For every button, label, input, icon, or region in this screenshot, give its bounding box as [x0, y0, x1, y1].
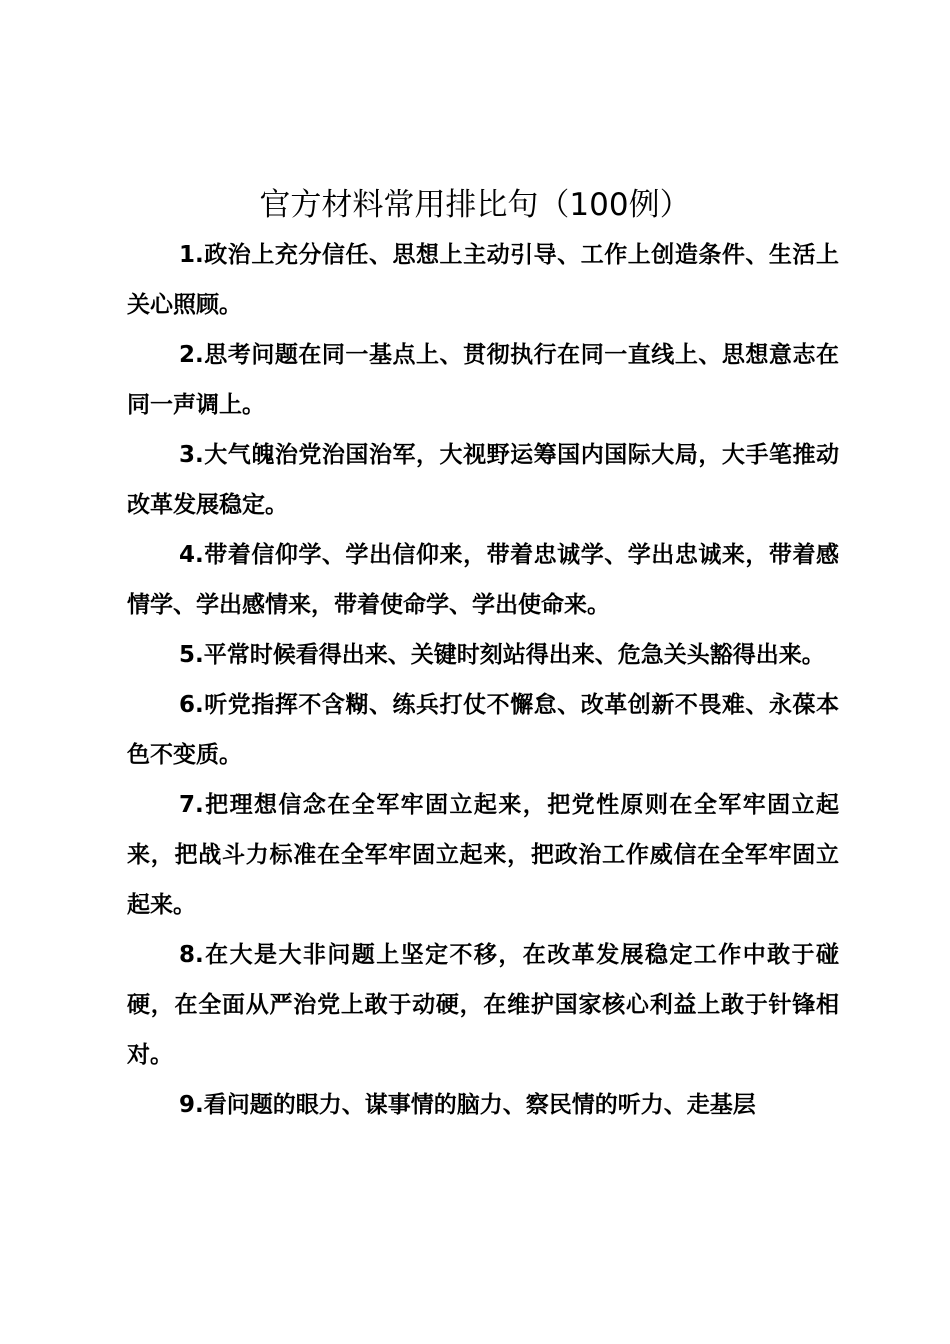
paragraph-2: 2.思考问题在同一基点上、贯彻执行在同一直线上、思想意志在同一声调上。 — [127, 342, 839, 418]
paragraph-4: 4.带着信仰学、学出信仰来，带着忠诚学、学出忠诚来，带着感情学、学出感情来，带着使命学、学出使命来。 — [127, 542, 839, 618]
paragraph-3: 3.大气魄治党治国治军，大视野运筹国内国际大局，大手笔推动改革发展稳定。 — [127, 442, 839, 518]
paragraph-6: 6.听党指挥不含糊、练兵打仗不懈怠、改革创新不畏难、永葆本色不变质。 — [127, 692, 839, 768]
paragraph-7: 7.把理想信念在全军牢固立起来，把党性原则在全军牢固立起来，把战斗力标准在全军牢固立起来，把政治工作威信在全军牢固立起来。 — [127, 792, 839, 918]
paragraph-5: 5.平常时候看得出来、关键时刻站得出来、危急关头豁得出来。 — [179, 642, 825, 668]
document-body — [127, 230, 839, 1130]
paragraph-8: 8.在大是大非问题上坚定不移，在改革发展稳定工作中敢于碰硬，在全面从严治党上敢于动硬，在维护国家核心利益上敢于针锋相对。 — [127, 942, 839, 1068]
document-title: 官方材料常用排比句（100例） — [259, 187, 691, 223]
paragraph-1: 1.政治上充分信任、思想上主动引导、工作上创造条件、生活上关心照顾。 — [127, 242, 839, 318]
paragraph-9: 9.看问题的眼力、谋事情的脑力、察民情的听力、走基层 — [179, 1092, 756, 1118]
